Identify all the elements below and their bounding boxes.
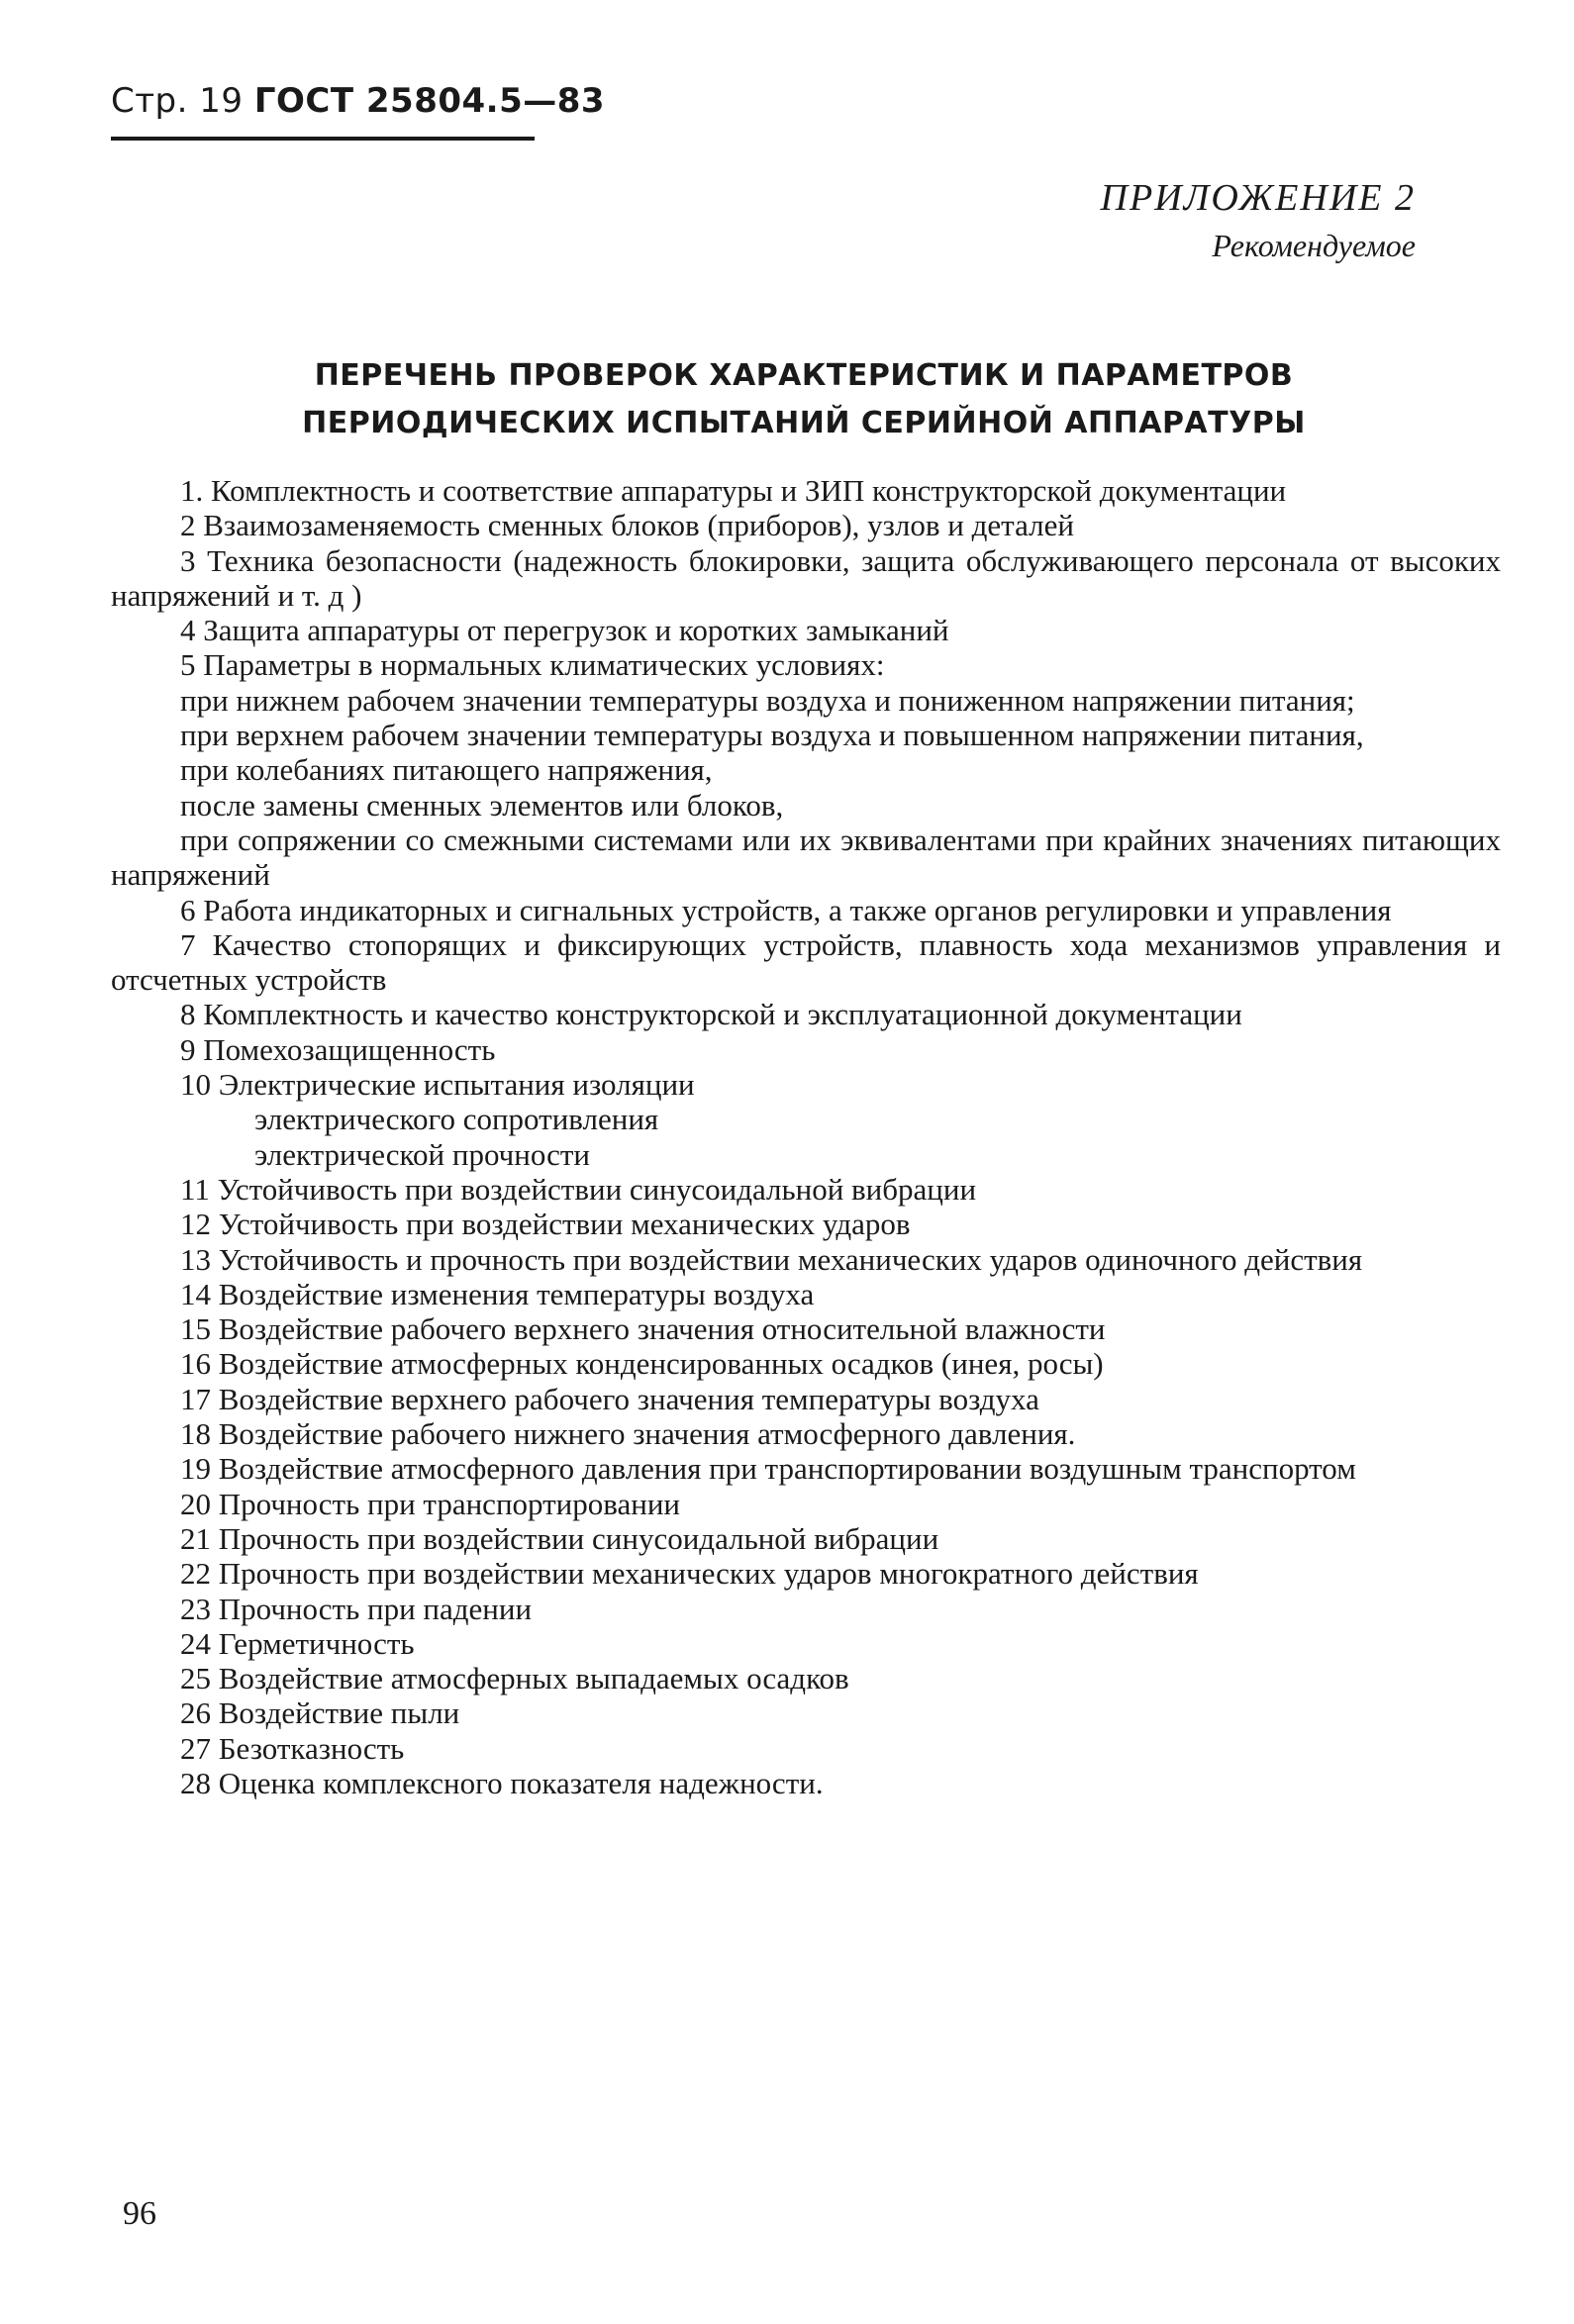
list-item-5-sub-d: после замены сменных элементов или блоков,: [180, 787, 784, 823]
appendix-title: ПРИЛОЖЕНИЕ 2: [1100, 177, 1416, 219]
list-item-4: 4 Защита аппаратуры от перегрузок и коротких замыканий: [180, 613, 949, 648]
page-label: Стр. 19: [111, 81, 244, 121]
list-item-25: 25 Воздействие атмосферных выпадаемых осадков: [180, 1661, 849, 1696]
list-item-16: 16 Воздействие атмосферных конденсированных осадков (инея, росы): [180, 1346, 1104, 1382]
list-item-7: 7 Качество стопорящих и фиксирующих устройств, плавность хода механизмов управления и отсчетных устройств: [111, 926, 1501, 998]
list-item-12: 12 Устойчивость при воздействии механических ударов: [180, 1207, 911, 1242]
title-line-2: ПЕРИОДИЧЕСКИХ ИСПЫТАНИЙ СЕРИЙНОЙ АППАРАТУРЫ: [302, 406, 1306, 440]
list-item-3: 3 Техника безопасности (надежность блокировки, защита обслуживающего персонала от высоких напряжений и т. д ): [111, 542, 1501, 613]
title-line-1: ПЕРЕЧЕНЬ ПРОВЕРОК ХАРАКТЕРИСТИК И ПАРАМЕТРОВ: [314, 358, 1294, 393]
checklist-body: [111, 473, 1501, 1800]
list-item-5-sub-c: при колебаниях питающего напряжения,: [180, 752, 713, 788]
list-item-22: 22 Прочность при воздействии механических ударов многократного действия: [180, 1556, 1199, 1592]
list-item-13: 13 Устойчивость и прочность при воздействии механических ударов одиночного действия: [180, 1241, 1363, 1277]
list-item-5-sub-e: при сопряжении со смежными системами или их эквивалентами при крайних значениях питающих напряжений: [111, 822, 1501, 893]
list-item-14: 14 Воздействие изменения температуры воздуха: [180, 1276, 815, 1311]
header-divider: [111, 137, 535, 141]
page-header: [111, 81, 605, 121]
list-item-2: 2 Взаимозаменяемость сменных блоков (приборов), узлов и деталей: [180, 508, 1074, 543]
page-number: 96: [123, 2195, 156, 2232]
list-item-1: 1. Комплектность и соответствие аппаратуры и ЗИП конструкторской документации: [180, 473, 1287, 508]
appendix-subtitle: Рекомендуемое: [1212, 228, 1416, 263]
list-item-23: 23 Прочность при падении: [180, 1591, 533, 1626]
list-item-27: 27 Безотказность: [180, 1730, 405, 1766]
list-item-8: 8 Комплектность и качество конструкторской и эксплуатационной документации: [180, 997, 1242, 1032]
list-item-5-sub-b: при верхнем рабочем значении температуры воздуха и повышенном напряжении питания,: [180, 718, 1364, 753]
list-item-9: 9 Помехозащищенность: [180, 1031, 496, 1067]
list-item-10: 10 Электрические испытания изоляции: [180, 1067, 695, 1103]
list-item-10-sub-b: электрической прочности: [254, 1136, 590, 1172]
list-item-28: 28 Оценка комплексного показателя надежности.: [180, 1765, 824, 1800]
list-item-19: 19 Воздействие атмосферного давления при транспортировании воздушным транспортом: [180, 1451, 1356, 1487]
list-item-15: 15 Воздействие рабочего верхнего значения относительной влажности: [180, 1311, 1106, 1347]
list-item-21: 21 Прочность при воздействии синусоидальной вибрации: [180, 1520, 939, 1556]
list-item-20: 20 Прочность при транспортировании: [180, 1486, 681, 1521]
list-item-5: 5 Параметры в нормальных климатических условиях:: [180, 647, 885, 683]
standard-number: ГОСТ 25804.5—83: [253, 81, 606, 121]
document-title: [111, 352, 1497, 447]
list-item-18: 18 Воздействие рабочего нижнего значения атмосферного давления.: [180, 1416, 1076, 1452]
appendix-label: [1101, 174, 1416, 269]
list-item-26: 26 Воздействие пыли: [180, 1695, 460, 1731]
list-item-10-sub-a: электрического сопротивления: [254, 1102, 659, 1137]
list-item-17: 17 Воздействие верхнего рабочего значения температуры воздуха: [180, 1381, 1039, 1416]
list-item-24: 24 Герметичность: [180, 1625, 415, 1661]
list-item-11: 11 Устойчивость при воздействии синусоидальной вибрации: [180, 1171, 977, 1207]
list-item-5-sub-a: при нижнем рабочем значении температуры воздуха и пониженном напряжении питания;: [180, 682, 1355, 718]
list-item-6: 6 Работа индикаторных и сигнальных устройств, а также органов регулировки и управления: [180, 892, 1392, 927]
